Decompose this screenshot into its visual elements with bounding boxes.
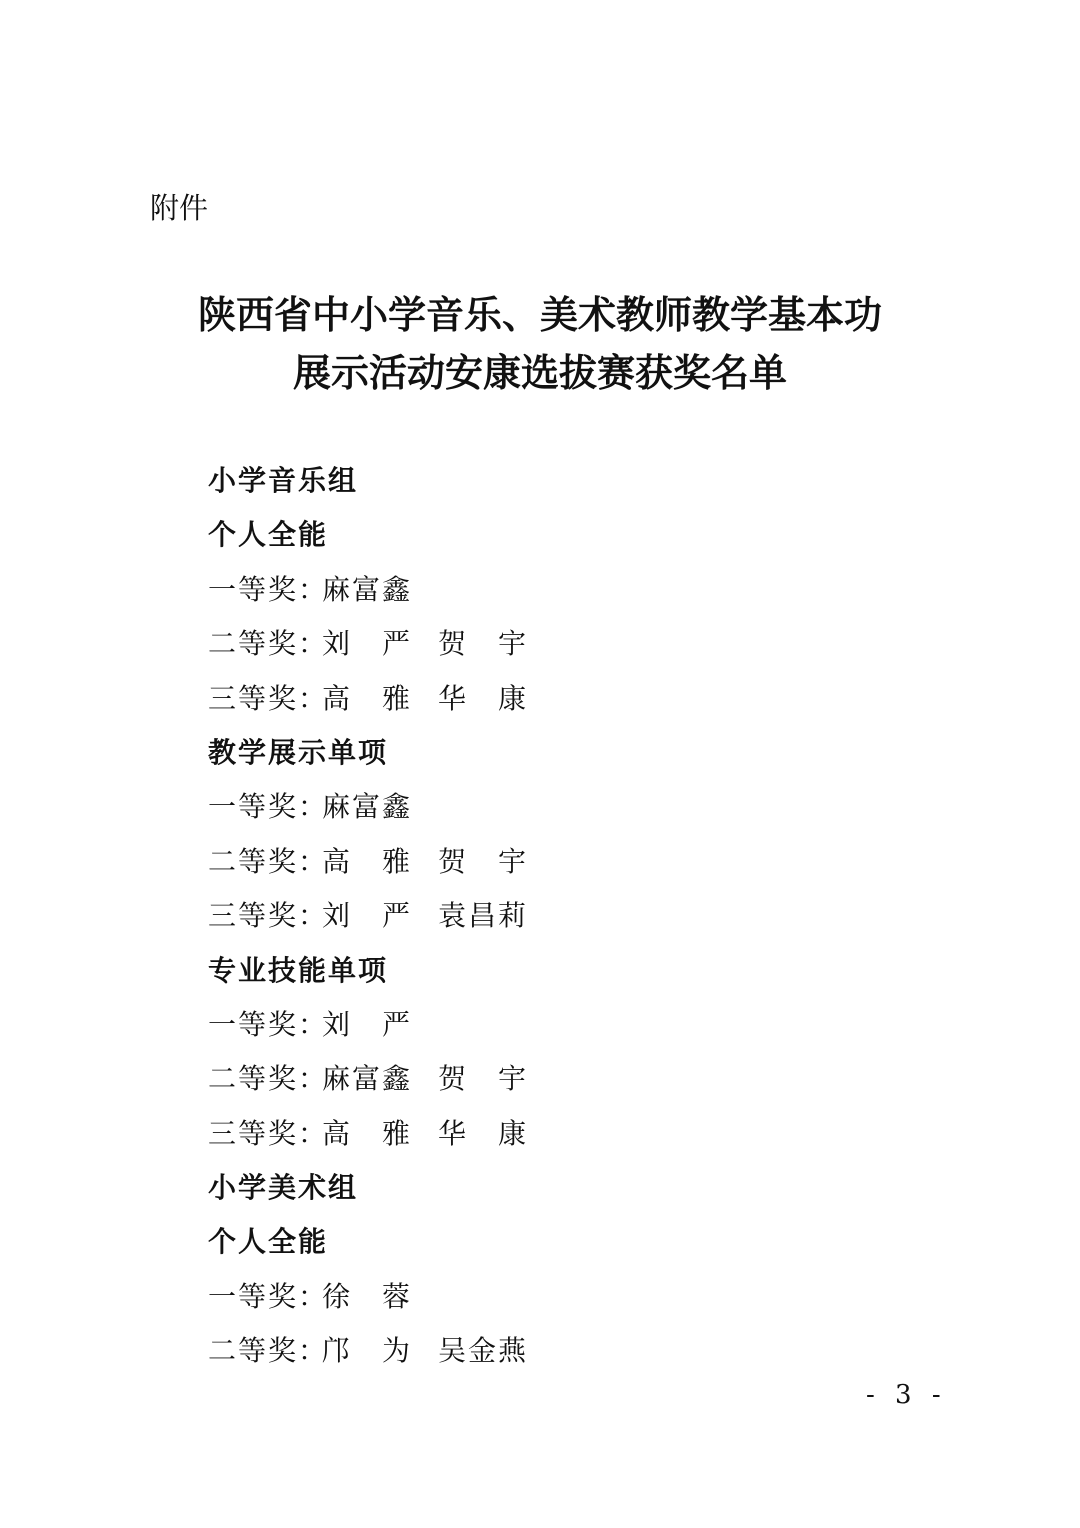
title-line-1: 陕西省中小学音乐、美术教师教学基本功	[197, 292, 882, 337]
group-heading-art: 小学美术组	[208, 1171, 359, 1205]
winner-name: 贺 宇	[438, 1062, 529, 1096]
award-row	[208, 1324, 968, 1378]
award-row	[208, 1107, 968, 1161]
category-heading: 教学展示单项	[208, 735, 389, 769]
prize-label: 三等奖：	[208, 899, 329, 933]
award-row	[208, 1052, 968, 1106]
award-row	[208, 780, 968, 834]
winner-name: 刘 严	[322, 899, 413, 933]
prize-label: 三等奖：	[208, 1116, 329, 1150]
award-row	[208, 889, 968, 943]
winner-name: 邝 为	[322, 1334, 413, 1368]
award-row	[208, 1270, 968, 1324]
title-line-2: 展示活动安康选拔赛获奖名单	[292, 350, 787, 395]
winner-name: 刘 严	[322, 627, 413, 661]
award-row	[208, 563, 968, 617]
prize-label: 二等奖：	[208, 844, 329, 878]
winner-name: 贺 宇	[438, 844, 529, 878]
prize-label: 三等奖：	[208, 681, 329, 715]
prize-label: 二等奖：	[208, 1062, 329, 1096]
winner-name: 高 雅	[322, 1116, 413, 1150]
award-row	[208, 617, 968, 671]
prize-label: 一等奖：	[208, 1007, 329, 1041]
winner-name: 袁昌莉	[438, 899, 529, 933]
winner-name: 贺 宇	[438, 627, 529, 661]
attachment-label: 附件	[150, 191, 209, 225]
category-heading: 专业技能单项	[208, 953, 389, 987]
winner-name: 吴金燕	[438, 1334, 529, 1368]
document-title	[0, 286, 1080, 402]
award-row	[208, 998, 968, 1052]
winner-name: 高 雅	[322, 844, 413, 878]
winner-name: 高 雅	[322, 681, 413, 715]
winner-name: 麻富鑫	[322, 572, 413, 606]
prize-label: 一等奖：	[208, 1279, 329, 1313]
winner-name: 华 康	[438, 1116, 529, 1150]
prize-label: 一等奖：	[208, 572, 329, 606]
winner-name: 刘 严	[322, 1007, 413, 1041]
category-heading: 个人全能	[208, 1225, 329, 1259]
award-row	[208, 835, 968, 889]
prize-label: 二等奖：	[208, 1334, 329, 1368]
winner-name: 华 康	[438, 681, 529, 715]
winner-name: 徐 蓉	[322, 1279, 413, 1313]
award-row	[208, 672, 968, 726]
prize-label: 一等奖：	[208, 790, 329, 824]
group-heading-music: 小学音乐组	[208, 464, 359, 497]
page-number: - 3 -	[866, 1380, 947, 1410]
category-heading: 个人全能	[208, 518, 329, 552]
award-list	[208, 454, 968, 1379]
winner-name: 麻富鑫	[322, 790, 413, 824]
prize-label: 二等奖：	[208, 627, 329, 661]
winner-name: 麻富鑫	[322, 1062, 413, 1096]
